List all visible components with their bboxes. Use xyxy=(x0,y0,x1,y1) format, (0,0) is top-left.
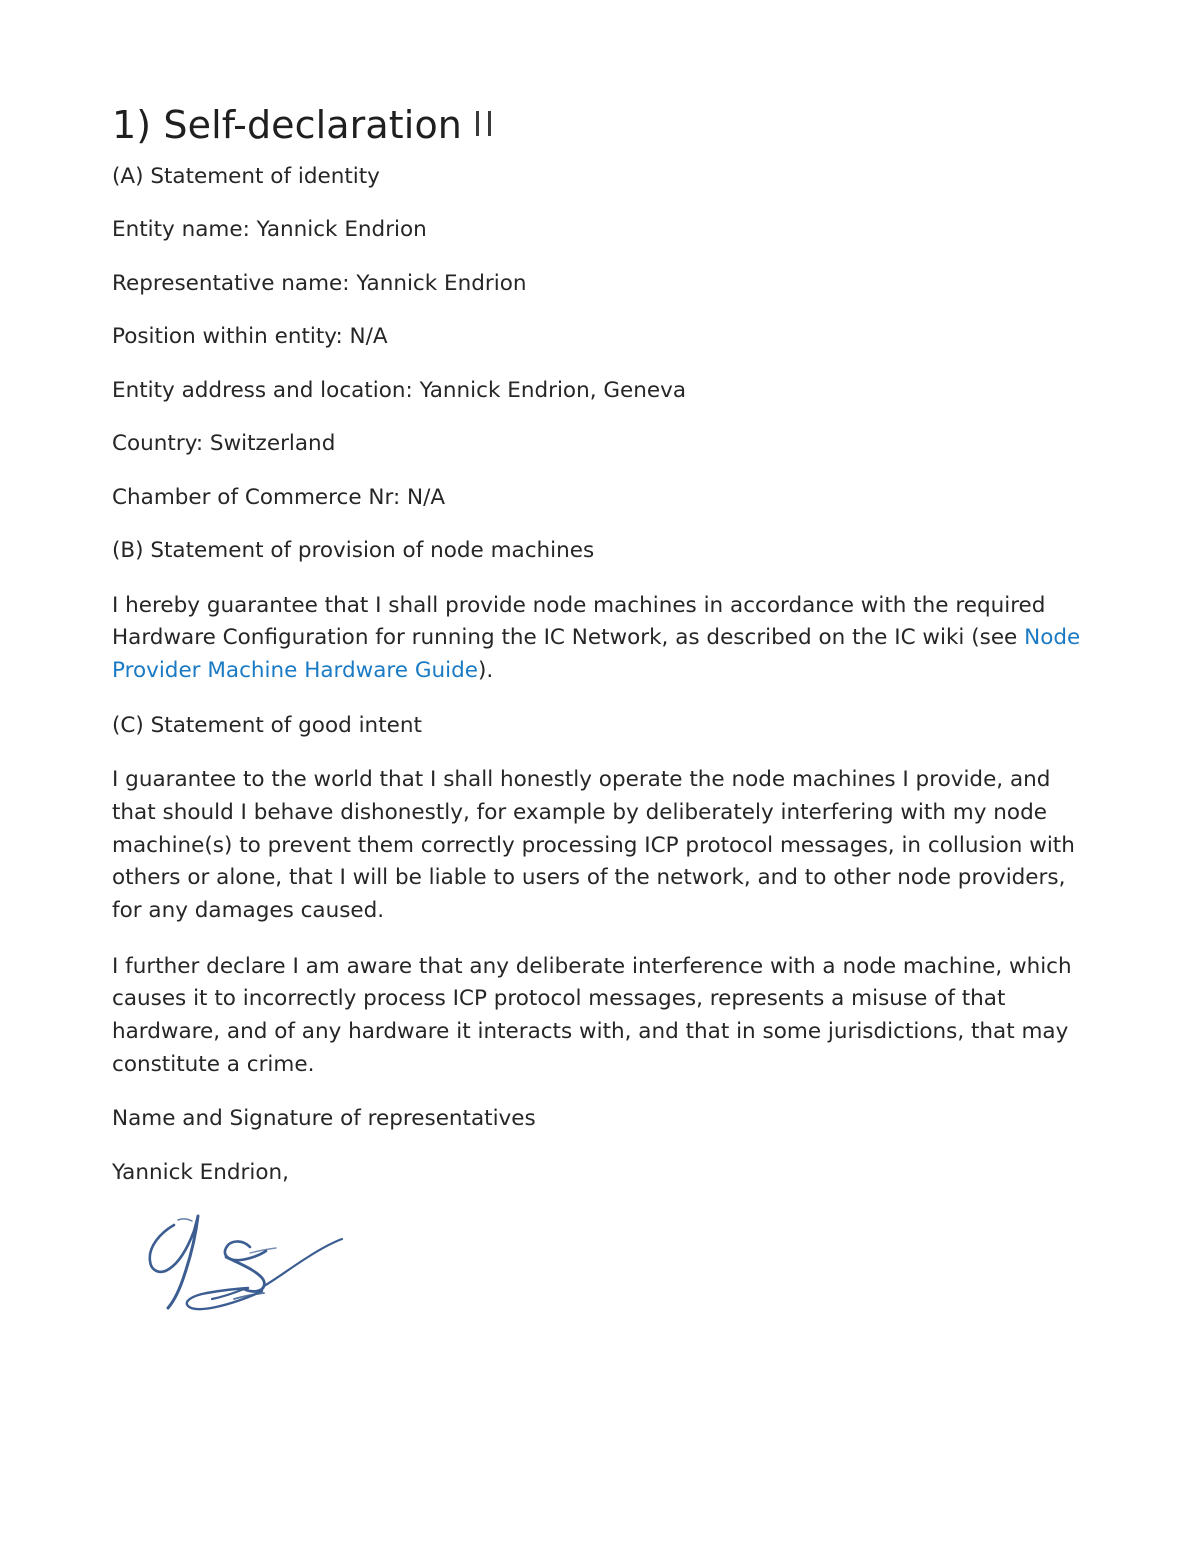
title-pipe-marks xyxy=(476,111,491,136)
section-c-paragraph-2: I further declare I am aware that any deliberate interference with a node machine, which causes it to incorrectly process ICP protocol messages, represents a misuse of that hardware, and of any hardware it interacts with, and that in some jurisdictions, that may constitute a crime. xyxy=(112,953,1072,1077)
section-b-text-after-link: ). xyxy=(477,658,494,684)
address-line: Entity address and location: Yannick Endrion, Geneva xyxy=(112,377,687,403)
signature-heading: Name and Signature of representatives xyxy=(112,1106,536,1132)
title-label: 1) Self-declaration xyxy=(112,103,462,147)
entity-name-line: Entity name: Yannick Endrion xyxy=(112,217,427,243)
section-b-paragraph xyxy=(112,590,1094,688)
section-c-paragraph-1: I guarantee to the world that I shall honestly operate the node machines I provide, and that should I behave dishonestly, for example by deliberately interfering with my node machine(s) to prevent them correctly processing ICP protocol messages, in collusion with others or alone, that I will be liable to users of the network, and to other node providers, for any damages caused. xyxy=(112,767,1075,924)
position-line: Position within entity: N/A xyxy=(112,324,388,350)
country-line: Country: Switzerland xyxy=(112,431,336,457)
section-b-text-before-link: I hereby guarantee that I shall provide node machines in accordance with the required Hardware Configuration for running the IC Network, as described on the IC wiki (see xyxy=(112,592,1046,651)
section-b-heading: (B) Statement of provision of node machines xyxy=(112,538,595,564)
pipe-mark-1 xyxy=(476,111,479,136)
section-c-heading: (C) Statement of good intent xyxy=(112,712,422,738)
handwritten-signature xyxy=(130,1207,360,1327)
signature-block xyxy=(112,1211,1094,1341)
page-title xyxy=(112,104,1094,148)
page-title-text xyxy=(112,104,462,148)
document-content xyxy=(112,104,1094,1341)
section-a-heading: (A) Statement of identity xyxy=(112,163,380,189)
signature-name: Yannick Endrion, xyxy=(112,1159,289,1185)
node-provider-hardware-guide-link[interactable]: Node Provider Machine Hardware Guide xyxy=(112,625,1081,684)
chamber-of-commerce-line: Chamber of Commerce Nr: N/A xyxy=(112,484,446,510)
representative-name-line: Representative name: Yannick Endrion xyxy=(112,270,527,296)
pipe-mark-2 xyxy=(488,111,491,136)
